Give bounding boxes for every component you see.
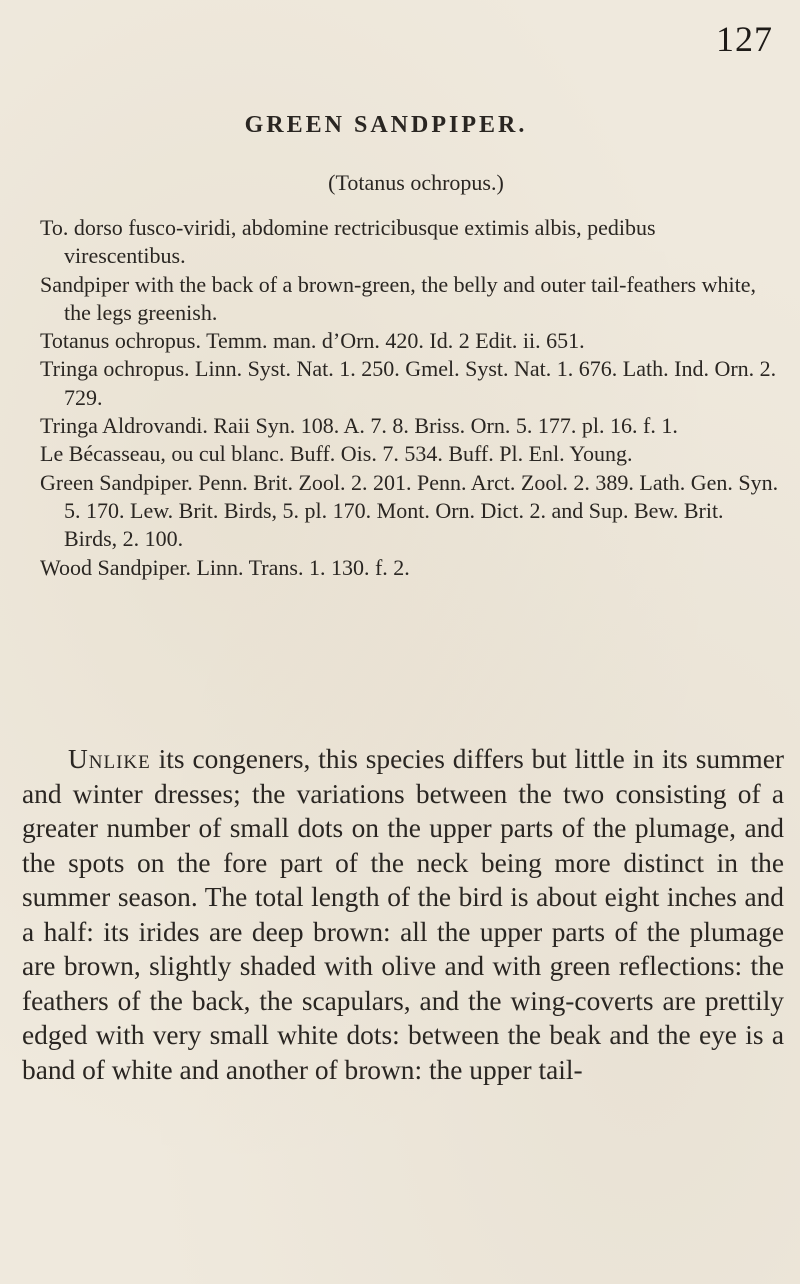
synonymy-entry: Tringa ochropus. Linn. Syst. Nat. 1. 250. Gmel. Syst. Nat. 1. 676. Lath. Ind. Orn. 2. 729. [40,356,777,410]
synonymy-entry: Green Sandpiper. Penn. Brit. Zool. 2. 201. Penn. Arct. Zool. 2. 389. Lath. Gen. Syn. 5. 170. Lew. Brit. Birds, 5. pl. 170. Mont. Orn. Dict. 2. and Sup. Bew. Brit. Birds, 2. 100. [40,469,779,552]
synonymy-entry: To. dorso fusco-viridi, abdomine rectricibusque extimis albis, pedibus virescentibus. [40,215,656,269]
synonymy-entry: Wood Sandpiper. Linn. Trans. 1. 130. f. 2. [40,554,410,580]
species-latin-name: (Totanus ochropus.) [328,170,504,195]
page-number: 127 [716,19,773,59]
synonymy-entry: Tringa Aldrovandi. Raii Syn. 108. A. 7. 8. Briss. Orn. 5. 177. pl. 16. f. 1. [40,413,678,439]
synonymy-entry: Le Bécasseau, ou cul blanc. Buff. Ois. 7. 534. Buff. Pl. Enl. Young. [40,441,633,467]
page-title: GREEN SANDPIPER. [244,112,528,138]
lead-word: Unlike [68,744,151,774]
description-text: its congeners, this species differs but little in its summer and winter dresses; the variations between the two consisting of a greater number of small dots on the upper parts of the plumage, and the spots on the fore part of the neck being more distinct in the summer season. The total length of the bird is about eight inches and a half: its irides are deep brown: all the upper parts of the plumage are brown, slightly shaded with olive and with green reflections: the feathers of the back, the scapulars, and the wing-coverts are prettily edged with very small white dots: between the beak and the eye is a band of white and another of brown: the upper tail- [22,744,784,1085]
synonymy-entry: Sandpiper with the back of a brown-green, the belly and outer tail-feathers white, the legs greenish. [40,271,756,325]
description-paragraph [22,742,784,1087]
synonymy-entry: Totanus ochropus. Temm. man. d’Orn. 420. Id. 2 Edit. ii. 651. [40,328,585,354]
synonymy-block [22,214,782,582]
